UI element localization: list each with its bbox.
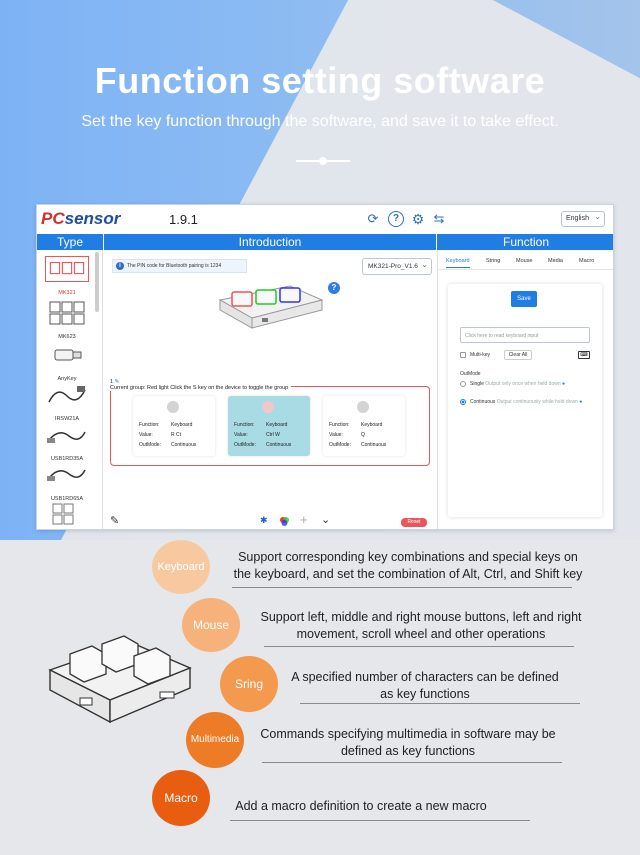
feature-mouse-text: Support left, middle and right mouse buttons, left and right movement, scroll wheel and other operations [260, 610, 582, 641]
card-label: Value: [139, 432, 153, 438]
feature-multimedia-text: Commands specifying multimedia in software may be defined as key functions [260, 727, 556, 758]
type-header: Type [37, 234, 103, 250]
single-radio[interactable] [460, 381, 466, 387]
card-label: Value: [234, 432, 248, 438]
card-label: Function: [329, 422, 350, 428]
save-button[interactable]: Save [511, 291, 537, 307]
tab-media[interactable]: Media [548, 258, 563, 264]
hero-subtitle: Set the key function through the software, and save it to take effect. [81, 113, 559, 130]
hero-divider [296, 160, 350, 162]
feature-keyboard-bubble: Keyboard [152, 540, 210, 594]
keypad-icon [45, 502, 89, 528]
function-header: Function [437, 234, 614, 250]
feature-keyboard-text: Support corresponding key combinations and special keys on the keyboard, and set the combination of Alt, Ctrl, and Shift key [233, 550, 583, 581]
feature-macro-text: Add a macro definition to create a new macro [235, 799, 487, 813]
app-version: 1.9.1 [169, 212, 198, 227]
card-value: Q [361, 432, 365, 438]
feature-string-text: A specified number of characters can be defined as key functions [291, 670, 559, 701]
card-function [139, 422, 192, 428]
chevron-down-icon[interactable]: ⌄ [321, 514, 331, 526]
outmode-title: OutMode [460, 371, 481, 377]
model-select[interactable]: MK321-Pro_V1.6 ⌄ [362, 258, 432, 275]
type-item-more[interactable] [41, 502, 93, 530]
mk321-icon [45, 256, 89, 282]
usb1rd35a-icon [45, 422, 89, 448]
gear-icon[interactable]: ⚙ [411, 211, 425, 227]
group-number: 1 [110, 379, 114, 385]
card-value: Keyboard [171, 422, 193, 428]
type-scrollbar[interactable] [95, 252, 99, 312]
pin-notice: i The PIN code for Bluetooth pairing is 1234 [112, 259, 247, 273]
help-icon[interactable]: ? [328, 282, 340, 294]
type-item-anykey[interactable] [41, 342, 93, 382]
single-label: Single [470, 381, 484, 387]
card-function [329, 422, 382, 428]
continuous-radio[interactable] [460, 399, 466, 405]
type-item-usb1rd35a[interactable] [41, 422, 93, 462]
key-card-selected[interactable] [228, 396, 310, 456]
tab-mouse[interactable]: Mouse [516, 258, 533, 264]
reset-button[interactable]: Reset [401, 518, 427, 527]
type-label: USB1RD35A [50, 456, 84, 462]
feature-mouse-bubble: Mouse [182, 598, 240, 652]
intro-toolbar [104, 512, 436, 530]
swap-icon[interactable]: ⇆ [433, 211, 445, 226]
card-value: Continuous [266, 442, 292, 448]
bluetooth-icon[interactable]: ✱ [260, 515, 268, 525]
card-value: R Ct [171, 432, 181, 438]
type-list [37, 250, 103, 530]
card-value-row [329, 432, 365, 438]
language-select[interactable]: English ⌄ [561, 211, 605, 227]
refresh-icon[interactable]: ⟳ [367, 211, 379, 226]
feature-divider [230, 820, 530, 821]
key-indicator [357, 401, 369, 413]
card-value: Continuous [171, 442, 197, 448]
card-label: Function: [139, 422, 160, 428]
keyboard-input[interactable]: Click here to read keyboard input [460, 327, 590, 343]
help-icon[interactable]: ? [388, 211, 404, 227]
card-label: OutMode: [139, 442, 161, 448]
multikey-checkbox[interactable] [460, 352, 466, 358]
single-desc: Output only once when held down [485, 381, 561, 387]
type-item-usb1rd65a[interactable] [41, 462, 93, 502]
continuous-label: Continuous [470, 399, 496, 405]
type-item-mk321[interactable] [41, 256, 93, 296]
app-window [36, 204, 614, 530]
card-outmode [234, 442, 291, 448]
irsw21a-icon [45, 382, 89, 408]
logo-part-a: PC [41, 209, 65, 228]
single-option [470, 380, 592, 388]
keyboard-settings [448, 284, 602, 517]
anykey-icon [45, 342, 89, 368]
info-icon[interactable]: ● [579, 399, 583, 405]
logo-part-b: sensor [64, 209, 121, 228]
mk623-icon [45, 300, 89, 326]
function-tabs [438, 256, 614, 270]
app-topbar [37, 205, 614, 233]
tab-keyboard[interactable]: Keyboard [446, 258, 470, 264]
function-panel [437, 250, 614, 530]
keyboard-icon[interactable]: ⌨ [578, 351, 590, 359]
edit-icon[interactable]: ✎ [110, 515, 120, 527]
feature-macro-bubble: Macro [152, 770, 210, 826]
key-indicator [167, 401, 179, 413]
rgb-icon[interactable] [279, 516, 290, 527]
key-indicator [262, 401, 274, 413]
card-value-row [139, 432, 181, 438]
card-label: OutMode: [329, 442, 351, 448]
type-label: IRSW21A [54, 416, 80, 422]
group-note [110, 379, 291, 391]
key-card[interactable] [323, 396, 405, 456]
app-logo [41, 209, 120, 229]
clear-all-button[interactable]: Clear All [504, 350, 532, 360]
feature-string-bubble: Sring [220, 656, 278, 712]
intro-header: Introduction [104, 234, 436, 250]
usb1rd65a-icon [45, 462, 89, 488]
feature-divider [300, 703, 580, 704]
keypad-device-illustration [40, 620, 200, 740]
card-value: Keyboard [266, 422, 288, 428]
key-group [110, 386, 430, 466]
group-note-text: Current group: Red light Click the S key on the device to toggle the group [110, 385, 289, 391]
card-value: Keyboard [361, 422, 383, 428]
multikey-label: Multi-key [470, 352, 491, 358]
tab-macro[interactable]: Macro [579, 258, 595, 264]
feature-divider [264, 646, 574, 647]
card-function [234, 422, 287, 428]
key-card[interactable] [133, 396, 215, 456]
feature-multimedia-bubble: Multimedia [186, 712, 244, 768]
hero-title: Function setting software [94, 60, 546, 101]
type-label: MK321 [58, 290, 76, 296]
type-label: USB1RD65A [50, 496, 84, 502]
edit-icon[interactable]: ✎ [114, 379, 120, 385]
card-label: Value: [329, 432, 343, 438]
card-outmode [139, 442, 196, 448]
type-label: MK623 [58, 334, 76, 340]
feature-divider [262, 762, 562, 763]
add-icon[interactable]: + [300, 512, 308, 527]
card-label: Function: [234, 422, 255, 428]
card-value: Continuous [361, 442, 387, 448]
type-label: AnyKey [57, 376, 77, 382]
card-label: OutMode: [234, 442, 256, 448]
type-item-mk623[interactable] [41, 300, 93, 340]
card-value-row [234, 432, 280, 438]
tab-string[interactable]: String [486, 258, 501, 264]
intro-panel [104, 250, 436, 530]
info-icon[interactable]: ● [562, 381, 566, 387]
device-image [212, 278, 332, 334]
card-outmode [329, 442, 386, 448]
type-item-irsw21a[interactable] [41, 382, 93, 422]
continuous-option [470, 398, 592, 406]
feature-divider [232, 587, 572, 588]
card-value: Ctrl W [266, 432, 280, 438]
continuous-desc: Output continuously while held down [496, 399, 578, 405]
